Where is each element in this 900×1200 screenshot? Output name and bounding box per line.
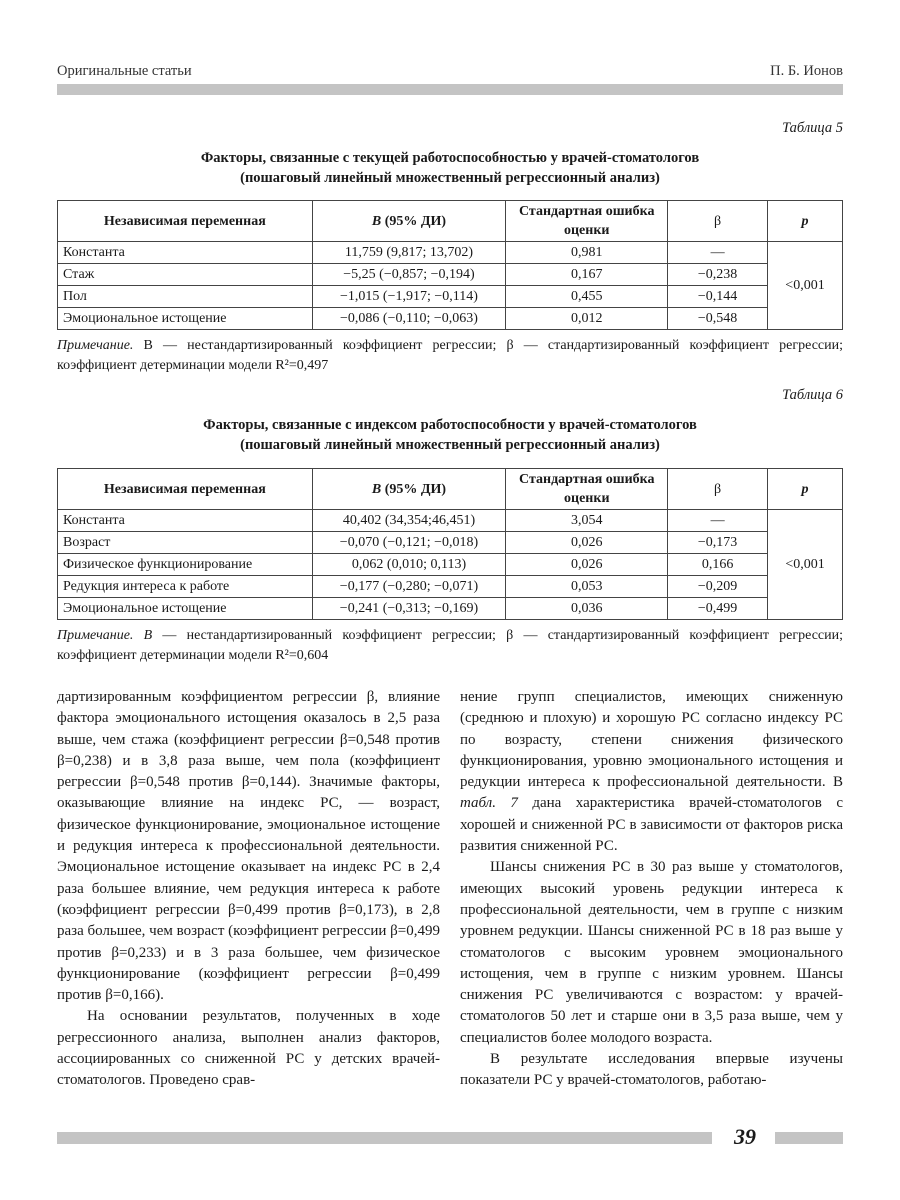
- body-paragraph: На основании результатов, полученных в ходе регрессионного анализа, выполнен анализ факторов, ассоциированных со сниженной РС у детских врачей-стоматологов. Проведено срав-: [57, 1008, 440, 1089]
- table5-cell-se: 0,981: [506, 242, 668, 264]
- table6-cell-var: Константа: [58, 510, 313, 532]
- table6-cell-se: 0,053: [506, 576, 668, 598]
- body-column-left: [57, 687, 440, 1092]
- table5-cell-se: 0,012: [506, 308, 668, 330]
- footer-rule-left: [57, 1132, 712, 1144]
- table5-label: Таблица 5: [782, 120, 843, 136]
- table5-cell-b: 11,759 (9,817; 13,702): [312, 242, 506, 264]
- table6-cell-se: 3,054: [506, 510, 668, 532]
- table-row: [58, 532, 843, 554]
- table6-cell-beta: −0,209: [668, 576, 768, 598]
- body-paragraph: [460, 687, 843, 857]
- table5-header-se: Стандартная ошибка оценки: [506, 201, 668, 242]
- table6-cell-beta: −0,499: [668, 598, 768, 620]
- table6-cell-var: Эмоциональное истощение: [58, 598, 313, 620]
- table5-cell-beta: −0,144: [668, 286, 768, 308]
- body-text: нение групп специалистов, имеющих сниженную (среднюю и плохую) и хорошую РС согласно индексу РС по возрасту, степени снижения физического функционирования, уровню эмоционального истощения и редукции интереса к профессиональной деятельности. В: [460, 689, 843, 791]
- table5-cell-var: Стаж: [58, 264, 313, 286]
- table-reference: табл. 7: [460, 795, 518, 812]
- table-row: [58, 576, 843, 598]
- table6-note-text: — нестандартизированный коэффициент регрессии; β — стандартизированный коэффициент регрессии; коэффициент детерминации модели R²=0,604: [57, 628, 843, 663]
- table5-cell-var: Константа: [58, 242, 313, 264]
- table6-cell-b: 40,402 (34,354;46,451): [312, 510, 506, 532]
- table5-cell-b: −5,25 (−0,857; −0,194): [312, 264, 506, 286]
- table-row: [58, 286, 843, 308]
- table-row: [58, 554, 843, 576]
- table5-cell-b: −0,086 (−0,110; −0,063): [312, 308, 506, 330]
- table6-title-line1: Факторы, связанные с индексом работоспособности у врачей-стоматологов: [203, 417, 697, 433]
- table6-header-beta: β: [668, 469, 768, 510]
- table5-header-row: [58, 201, 843, 242]
- table5-cell-beta: −0,238: [668, 264, 768, 286]
- table-row: [58, 598, 843, 620]
- table6-label: Таблица 6: [782, 387, 843, 403]
- table6-cell-b: 0,062 (0,010; 0,113): [312, 554, 506, 576]
- table5-note: [57, 336, 843, 376]
- table6-header-se: Стандартная ошибка оценки: [506, 469, 668, 510]
- body-column-right: [460, 687, 843, 1092]
- body-paragraph: В результате исследования впервые изучены показатели РС у врачей-стоматологов, работаю-: [460, 1051, 843, 1089]
- table6-cell-beta: −0,173: [668, 532, 768, 554]
- table5-note-text: B — нестандартизированный коэффициент регрессии; β — стандартизированный коэффициент регрессии; коэффициент детерминации модели R²=0,497: [57, 338, 843, 373]
- running-header-author: П. Б. Ионов: [770, 63, 843, 79]
- table5-cell-var: Пол: [58, 286, 313, 308]
- table-row: [58, 308, 843, 330]
- table5-cell-beta: —: [668, 242, 768, 264]
- body-paragraph: дартизированным коэффициентом регрессии β, влияние фактора эмоционального истощения оказалось в 2,5 раза выше, чем стажа (коэффициент регрессии β=0,548 против β=0,238) и в 3,8 раза выше, чем пола (коэффициент регрессии β=0,548 против β=0,144). Значимые факторы, оказывающие влияние на индекс РС, — возраст, физическое функционирование, эмоциональное истощение и редукция интереса к профессиональной деятельности. Эмоциональное истощение оказывает на индекс РС в 2,4 раза большее влияние, чем редукция интереса к работе (коэффициент регрессии β=0,499 против β=0,173), в 2,8 раза большее, чем возраст (коэффициент регрессии β=0,499 против β=0,233) и в 3 раза большее, чем физическое функционирование (коэффициент регрессии β=0,499 против β=0,166).: [57, 689, 440, 1004]
- table6-cell-var: Физическое функционирование: [58, 554, 313, 576]
- table5-note-label: Примечание.: [57, 338, 134, 353]
- table5-title-line2: (пошаговый линейный множественный регрессионный анализ): [240, 170, 660, 186]
- table6-cell-se: 0,026: [506, 554, 668, 576]
- table5: [57, 200, 843, 330]
- table5-header-b: B (95% ДИ): [312, 201, 506, 242]
- table-row: [58, 242, 843, 264]
- table6-cell-var: Редукция интереса к работе: [58, 576, 313, 598]
- table6-cell-beta: 0,166: [668, 554, 768, 576]
- table6-note: [57, 626, 843, 666]
- table5-cell-se: 0,455: [506, 286, 668, 308]
- table5-header-beta: β: [668, 201, 768, 242]
- table5-cell-p: <0,001: [768, 242, 843, 330]
- table6-cell-se: 0,026: [506, 532, 668, 554]
- body-text: дана характеристика врачей-стоматологов с хорошей и сниженной РС в зависимости от факторов риска развития сниженной РС.: [460, 795, 843, 855]
- table5-header-p: p: [768, 201, 843, 242]
- body-paragraph: Шансы снижения РС в 30 раз выше у стоматологов, имеющих высокий уровень редукции интереса к профессиональной деятельности, чем в группе с низким уровнем редукции. Шансы сниженной РС в 18 раз выше у стоматологов с высоким уровнем эмоционального истощения, чем в группе с низким уровнем. Шансы снижения РС увеличиваются с возрастом: у врачей-стоматологов 50 лет и старше они в 3,5 раза выше, чем у специалистов более молодого возраста.: [460, 859, 843, 1046]
- table6-cell-b: −0,241 (−0,313; −0,169): [312, 598, 506, 620]
- table5-cell-beta: −0,548: [668, 308, 768, 330]
- table-row: [58, 510, 843, 532]
- table5-title-line1: Факторы, связанные с текущей работоспособностью у врачей-стоматологов: [200, 150, 700, 166]
- table6-cell-p: <0,001: [768, 510, 843, 620]
- table6-cell-var: Возраст: [58, 532, 313, 554]
- table6: [57, 468, 843, 620]
- table-row: [58, 264, 843, 286]
- table5-cell-var: Эмоциональное истощение: [58, 308, 313, 330]
- table6-header-row: [58, 469, 843, 510]
- table6-header-var: Независимая переменная: [58, 469, 313, 510]
- table6-cell-b: −0,177 (−0,280; −0,071): [312, 576, 506, 598]
- running-header-section: Оригинальные статьи: [57, 63, 192, 79]
- table6-cell-beta: —: [668, 510, 768, 532]
- table6-header-p: p: [768, 469, 843, 510]
- table5-cell-se: 0,167: [506, 264, 668, 286]
- table5-header-var: Независимая переменная: [58, 201, 313, 242]
- table6-header-b: B (95% ДИ): [312, 469, 506, 510]
- table6-note-label: Примечание. B: [57, 628, 153, 643]
- header-rule: [57, 84, 843, 95]
- table5-cell-b: −1,015 (−1,917; −0,114): [312, 286, 506, 308]
- footer-rule-right: [775, 1132, 843, 1144]
- page-number: 39: [734, 1124, 756, 1149]
- table6-title: [57, 415, 843, 455]
- table6-cell-se: 0,036: [506, 598, 668, 620]
- table5-title: [57, 148, 843, 188]
- table6-cell-b: −0,070 (−0,121; −0,018): [312, 532, 506, 554]
- table6-title-line2: (пошаговый линейный множественный регрессионный анализ): [240, 437, 660, 453]
